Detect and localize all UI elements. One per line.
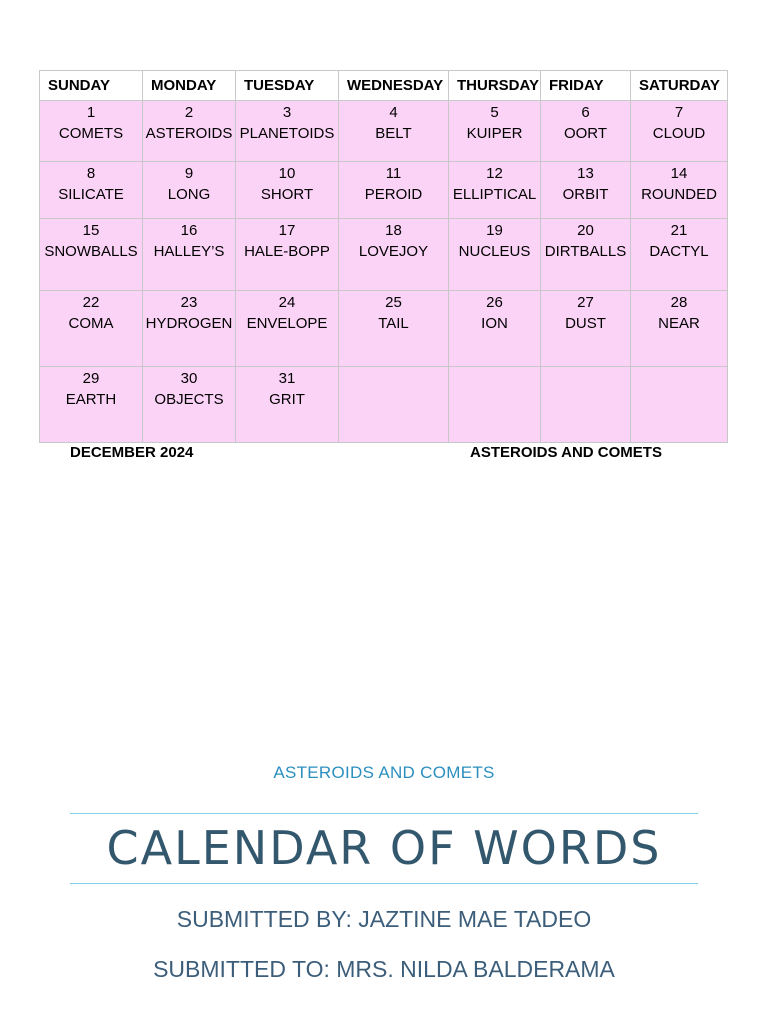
calendar-day-cell <box>40 162 143 219</box>
day-word: ENVELOPE <box>246 315 328 332</box>
calendar-day-cell <box>339 219 449 291</box>
day-word: DIRTBALLS <box>544 243 627 260</box>
day-number: 29 <box>82 370 100 387</box>
calendar-day-cell <box>541 291 631 367</box>
calendar-day-cell <box>541 367 631 443</box>
day-word: HYDROGEN <box>145 315 233 332</box>
day-word: ION <box>481 315 508 332</box>
day-number: 15 <box>82 222 100 239</box>
day-number: 24 <box>278 294 296 311</box>
calendar-day-cell <box>40 101 143 162</box>
day-number: 23 <box>180 294 198 311</box>
day-number: 18 <box>385 222 402 239</box>
day-word: SILICATE <box>58 186 124 203</box>
day-word: PEROID <box>364 186 423 203</box>
calendar-day-cell <box>143 101 236 162</box>
day-number: 31 <box>278 370 296 387</box>
day-header-thursday: THURSDAY <box>449 71 541 101</box>
theme-caption: ASTEROIDS AND COMETS <box>470 444 662 461</box>
calendar-day-cell <box>236 291 339 367</box>
calendar-day-cell <box>631 101 728 162</box>
calendar-day-cell <box>40 291 143 367</box>
calendar-day-cell <box>143 367 236 443</box>
day-header-monday: MONDAY <box>143 71 236 101</box>
day-word: TAIL <box>378 315 409 332</box>
calendar-day-cell <box>236 101 339 162</box>
day-number: 5 <box>490 104 499 121</box>
day-header-sunday: SUNDAY <box>40 71 143 101</box>
calendar-day-cell <box>541 101 631 162</box>
calendar-day-cell <box>143 291 236 367</box>
title-rule-top <box>70 813 698 814</box>
day-number: 9 <box>184 165 194 182</box>
day-word: COMA <box>68 315 114 332</box>
day-number: 14 <box>670 165 688 182</box>
calendar-day-cell <box>449 291 541 367</box>
day-header-tuesday: TUESDAY <box>236 71 339 101</box>
calendar-day-cell <box>449 367 541 443</box>
calendar-day-cell <box>40 219 143 291</box>
calendar-day-cell <box>449 101 541 162</box>
day-number: 28 <box>670 294 688 311</box>
day-header-saturday: SATURDAY <box>631 71 728 101</box>
day-word: HALE-BOPP <box>244 243 330 260</box>
day-word: COMETS <box>58 125 124 142</box>
calendar-day-cell <box>631 162 728 219</box>
calendar-week-row <box>40 367 728 443</box>
day-number: 25 <box>385 294 402 311</box>
cover-subtitle: ASTEROIDS AND COMETS <box>273 763 495 782</box>
calendar-week-row <box>40 291 728 367</box>
day-word: KUIPER <box>466 125 523 142</box>
calendar-day-cell <box>339 162 449 219</box>
day-word: OORT <box>563 125 608 142</box>
day-number: 8 <box>86 165 96 182</box>
day-word: SHORT <box>260 186 314 203</box>
day-number: 10 <box>278 165 296 182</box>
day-header-wednesday: WEDNESDAY <box>339 71 449 101</box>
day-number: 3 <box>282 104 292 121</box>
day-word: DUST <box>565 315 606 332</box>
calendar-day-cell <box>631 291 728 367</box>
calendar-week-row <box>40 219 728 291</box>
day-number: 21 <box>670 222 688 239</box>
day-word: OBJECTS <box>154 391 224 408</box>
day-number: 17 <box>278 222 296 239</box>
day-word: NUCLEUS <box>458 243 531 260</box>
title-rule-bottom <box>70 883 698 884</box>
day-number: 11 <box>385 165 402 182</box>
day-word: ASTEROIDS <box>145 125 233 142</box>
calendar-day-cell <box>631 219 728 291</box>
day-word: LONG <box>167 186 211 203</box>
calendar-week-row <box>40 101 728 162</box>
day-word: GRIT <box>269 391 305 408</box>
day-word: ELLIPTICAL <box>452 186 537 203</box>
day-header-friday: FRIDAY <box>541 71 631 101</box>
submitted-to: SUBMITTED TO: MRS. NILDA BALDERAMA <box>153 956 615 982</box>
day-number: 19 <box>486 222 503 239</box>
day-word: BELT <box>375 125 412 142</box>
calendar-header-row <box>40 71 728 101</box>
day-number: 6 <box>581 104 590 121</box>
day-number: 16 <box>180 222 198 239</box>
calendar-day-cell <box>339 291 449 367</box>
day-word: SNOWBALLS <box>44 243 138 260</box>
calendar-table <box>39 70 728 443</box>
calendar-day-cell <box>143 162 236 219</box>
calendar-day-cell <box>143 219 236 291</box>
day-number: 20 <box>577 222 594 239</box>
day-number: 4 <box>389 104 398 121</box>
day-word: HALLEY’S <box>153 243 225 260</box>
day-number: 2 <box>184 104 194 121</box>
calendar-day-cell <box>631 367 728 443</box>
day-word: EARTH <box>65 391 117 408</box>
calendar-day-cell <box>339 367 449 443</box>
cover-title: CALENDAR OF WORDS <box>106 821 662 875</box>
day-number: 30 <box>180 370 198 387</box>
calendar-day-cell <box>236 219 339 291</box>
day-number: 26 <box>486 294 503 311</box>
calendar-day-cell <box>541 219 631 291</box>
month-caption: DECEMBER 2024 <box>70 444 194 461</box>
day-word: LOVEJOY <box>358 243 429 260</box>
calendar-day-cell <box>449 219 541 291</box>
day-word: ROUNDED <box>641 186 717 203</box>
calendar-day-cell <box>339 101 449 162</box>
day-number: 1 <box>86 104 96 121</box>
calendar-day-cell <box>236 162 339 219</box>
day-word: NEAR <box>658 315 700 332</box>
day-word: DACTYL <box>649 243 709 260</box>
day-word: CLOUD <box>652 125 706 142</box>
calendar-day-cell <box>541 162 631 219</box>
calendar-week-row <box>40 162 728 219</box>
calendar-day-cell <box>40 367 143 443</box>
calendar-day-cell <box>449 162 541 219</box>
submitted-by: SUBMITTED BY: JAZTINE MAE TADEO <box>176 906 592 932</box>
day-word: ORBIT <box>562 186 609 203</box>
day-number: 27 <box>577 294 594 311</box>
day-number: 22 <box>82 294 100 311</box>
day-word: PLANETOIDS <box>239 125 335 142</box>
day-number: 13 <box>577 165 594 182</box>
day-number: 12 <box>486 165 503 182</box>
day-number: 7 <box>674 104 684 121</box>
calendar-day-cell <box>236 367 339 443</box>
